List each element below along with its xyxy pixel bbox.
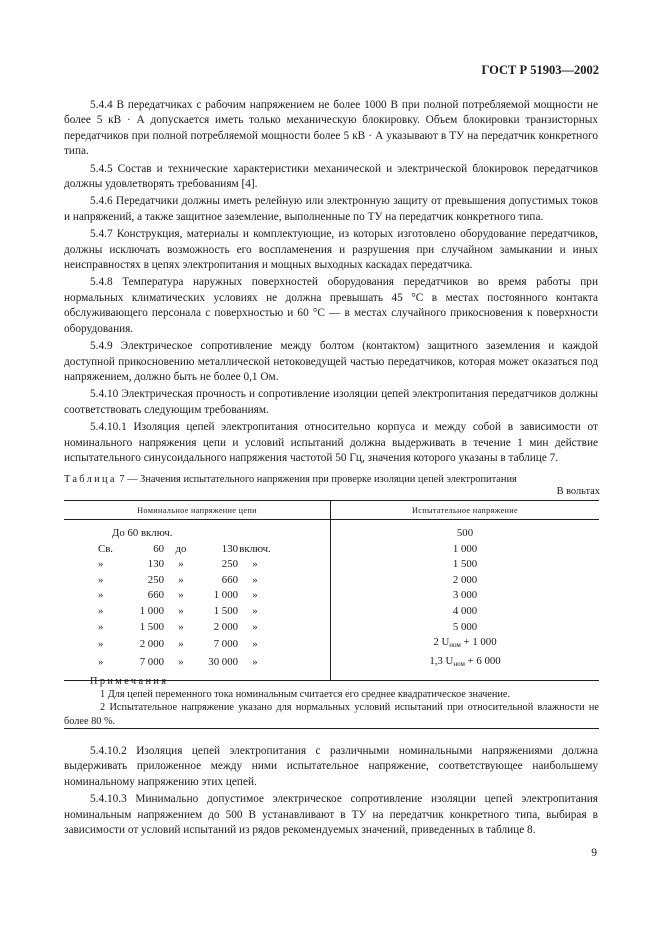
range-prefix: » [98,573,104,586]
range-to: 130 [221,542,238,555]
range-to: 2 000 [213,620,238,633]
test-voltage-table [64,500,599,681]
range-from: 130 [147,558,164,571]
body-text-top [64,98,598,468]
table-row [64,520,599,542]
nominal-range-cell [64,542,331,558]
table-row [64,573,599,589]
nominal-range-cell [64,620,331,636]
paragraph-5-4-4: 5.4.4 В передатчиках с рабочим напряжением не более 1000 В при полной потребляемой мощности не более 5 кВ · А допускается иметь только механическую блокировку. Объем блокировки транзисторных передатчиков при полной потребляемой мощности более 5 кВ · А указывают в ТУ на передатчик конкретного типа. [64,99,598,158]
nominal-range-cell [64,635,331,654]
test-voltage-cell: 3 000 [452,589,478,602]
table-title-word: Таблица [64,474,117,485]
range-prefix: » [98,589,104,602]
paragraph-5-4-10-2: 5.4.10.2 Изоляция цепей электропитания с различными номинальными напряжениями должна выдерживать приложенное между ними испытательное напряжение, соответствующее наибольшему номинальному напряжению этих цепей. [64,745,598,788]
range-prefix: Св. [98,542,113,555]
col-header-nominal: Номинальное напряжение цепи [64,501,331,520]
range-mid: » [178,589,184,602]
range-suffix: » [252,620,258,633]
range-mid: до [175,542,187,555]
range-to: 7 000 [213,637,238,650]
nominal-range-cell [64,573,331,589]
range-prefix: » [98,620,104,633]
nominal-range-cell [64,520,331,542]
test-voltage-cell: 5 000 [452,620,478,633]
range-mid: » [178,656,184,669]
table-unit: В вольтах [556,486,600,497]
range-to: 1 500 [213,604,238,617]
note-1: 1 Для цепей переменного тока номинальным считается его среднее квадратическое значение. [100,689,511,701]
range-to: 30 000 [208,656,238,669]
range-from: 7 000 [139,656,164,669]
range-to: 250 [221,558,238,571]
table-notes [64,672,599,729]
table-row [64,542,599,558]
table-header-row [64,501,599,520]
test-voltage-cell: 1 500 [452,558,478,571]
nominal-range-cell [64,557,331,573]
range-suffix: » [252,637,258,650]
test-voltage-cell: 2 000 [452,573,478,586]
range-from: 660 [147,589,164,602]
table-title-text: 7 — Значения испытательного напряжения при проверке изоляции цепей электропитания [119,474,517,485]
range-mid: » [178,620,184,633]
range-mid: » [178,573,184,586]
range-suffix: » [252,656,258,669]
range-mid: » [178,558,184,571]
table-title [64,474,600,486]
range-from: 60 [153,542,164,555]
test-voltage-cell: 500 [456,527,474,539]
paragraph-5-4-10: 5.4.10 Электрическая прочность и сопротивление изоляции цепей электропитания передатчиков должны соответствовать следующим требованиям. [64,388,598,416]
table-row [64,588,599,604]
test-voltage-cell: 4 000 [452,604,478,617]
range-from: 250 [147,573,164,586]
test-voltage-cell: 1 000 [452,542,478,555]
paragraph-5-4-6: 5.4.6 Передатчики должны иметь релейную или электронную защиту от превышения допустимых токов и напряжений, а также защитное заземление, выполненные по ТУ на передатчик конкретного типа. [64,195,598,223]
col-header-test: Испытательное напряжение [331,501,600,520]
range-prefix: » [98,604,104,617]
page-number: 9 [591,847,597,859]
test-voltage-suffix: + 1 000 [460,636,497,649]
range-suffix: » [252,558,258,571]
document-code: ГОСТ Р 51903—2002 [481,63,599,77]
range-from: 1 000 [139,604,164,617]
nominal-range-cell [64,588,331,604]
test-voltage-prefix: 1,3 U [429,654,454,667]
nominal-range-cell [64,604,331,620]
paragraph-5-4-5: 5.4.5 Состав и технические характеристики механической и электрической блокировок передатчиков должны удовлетворять требованиям [4]. [64,162,598,191]
range-suffix: » [252,573,258,586]
range-mid: » [178,637,184,650]
table-row [64,635,599,654]
range-from: 2 000 [139,637,164,650]
range-suffix: » [252,589,258,602]
range-mid: » [178,604,184,617]
paragraph-5-4-8: 5.4.8 Температура наружных поверхностей оборудования передатчиков во время работы при нормальных климатических условиях не должна превышать 45 °С в местах постоянного контакта обслуживающего персонала с поверхностью и 60 °С — в местах случайного прикосновения к поверхности оборудования. [64,276,598,335]
range-prefix: » [98,558,104,571]
body-text-bottom [64,744,598,840]
table-caption [64,474,600,498]
test-voltage-suffix: + 6 000 [464,654,501,667]
test-voltage-cell [331,635,600,654]
range-prefix: » [98,637,104,650]
table-row [64,557,599,573]
table-row [64,620,599,636]
range-prefix: » [98,656,104,669]
range-suffix: » [252,604,258,617]
paragraph-5-4-7: 5.4.7 Конструкция, материалы и комплектующие, из которых изготовлено оборудование передатчиков, должны исключать возможность его воспламенения и разрушения при случайном замыкании и иных неисправностях в цепях электропитания и мощных выходных каскадах передатчика. [64,228,598,272]
test-voltage-subscript: ном [453,659,465,668]
nominal-range: До 60 включ. [112,527,173,539]
table-row [64,604,599,620]
paragraph-5-4-10-3: 5.4.10.3 Минимально допустимое электрическое сопротивление изоляции цепей электропитания номинальным напряжением до 500 В устанавливают в ТУ на передатчик конкретного типа, выбирая в зависимости от условий испытаний из рядов рекомендуемых значений, приведенных в таблице 8. [64,793,598,837]
test-voltage-prefix: 2 U [433,636,450,649]
test-voltage-subscript: ном [449,641,461,650]
notes-title: Примечания [90,676,169,687]
range-suffix: включ. [239,542,271,555]
note-2: 2 Испытательное напряжение указано для нормальных условий испытаний при относительной влажности не более 80 %. [64,702,599,727]
range-to: 1 000 [213,589,238,602]
paragraph-5-4-9: 5.4.9 Электрическое сопротивление между болтом (контактом) защитного заземления и каждой доступной прикосновению металлической нетоковедущей частью передатчиков, которая может оказаться под напряжением, должно быть не более 0,1 Ом. [64,340,598,383]
range-from: 1 500 [139,620,164,633]
range-to: 660 [221,573,238,586]
paragraph-5-4-10-1: 5.4.10.1 Изоляция цепей электропитания относительно корпуса и между собой в зависимости от номинального напряжения цепи и условий испытаний должна выдерживать в течение 1 мин действие испытательного синусоидального напряжения частотой 50 Гц, значения которого указаны в таблице 7. [64,421,598,464]
